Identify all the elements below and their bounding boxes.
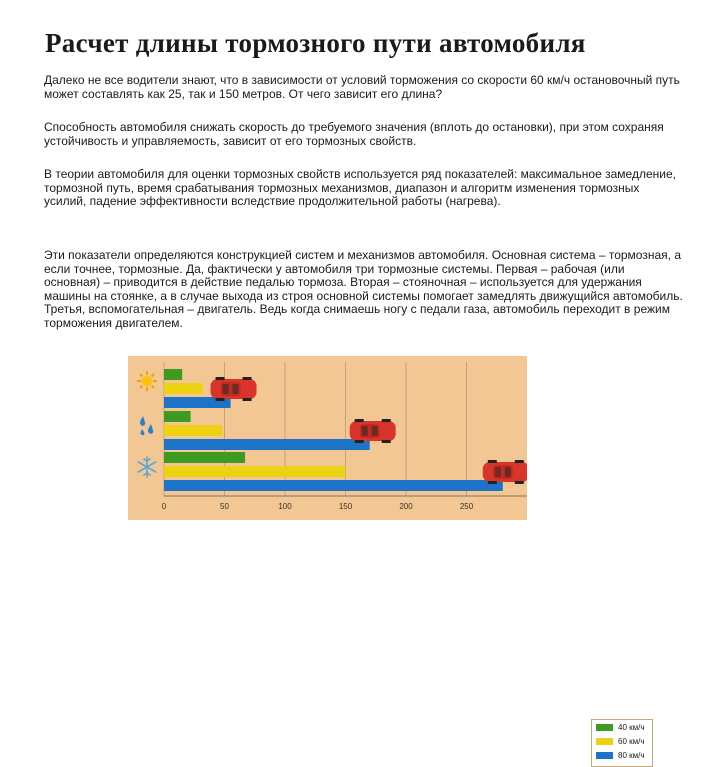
bar-rain-2 [164,439,370,450]
bar-sunny-0 [164,369,182,380]
snowflake-icon [136,456,158,478]
bar-snow-2 [164,480,503,491]
legend-item-40: 40 км/ч [596,722,645,734]
chart-canvas [128,356,527,520]
braking-distance-chart [128,356,645,760]
bar-rain-1 [164,425,222,436]
chart-legend [591,719,653,767]
paragraph-brake-systems: Эти показатели определяются конструкцией систем и механизмов автомобиля. Основная система – тормозная, а если точнее, тормозные. Да, фактически у автомобиля три тормозные системы. Первая – рабочая (или основная) – приводится в действие педалью тормоза. Вторая – стояночная – используется для удержания машины на стоянке, а в случае выхода из строя основной системы помогает замедлять движущийся автомобиль. Третья, вспомогательная – двигатель. Ведь когда снимаешь ногу с педали газа, автомобиль переходит в режим торможения двигателем. [44,248,683,330]
page-title: Расчет длины тормозного пути автомобиля [45,28,586,58]
car-icon [483,460,527,484]
legend-item-60: 60 км/ч [596,736,645,748]
car-icon [350,419,396,443]
bar-snow-1 [164,466,346,477]
bar-sunny-1 [164,383,203,394]
bar-rain-0 [164,411,191,422]
legend-swatch-60 [596,738,613,745]
paragraph-indicators: В теории автомобиля для оценки тормозных свойств используется ряд показателей: максимальное замедление, тормозной путь, время срабатывания тормозных механизмов, диапазон и алгоритм изменения тормозных усилий, падение эффективности вследствие продолжительной работы (нагрева). [44,167,676,209]
x-tick-label: 0 [161,502,167,511]
legend-swatch-40 [596,724,613,731]
legend-item-80: 80 км/ч [596,750,645,762]
x-tick-label: 50 [220,502,229,511]
x-tick-label: 200 [399,502,413,511]
bar-snow-0 [164,452,245,463]
paragraph-intro: Далеко не все водители знают, что в зависимости от условий торможения со скорости 60 км/ч остановочный путь может составлять как 25, так и 150 метров. От чего зависит его длина? [44,73,680,101]
x-tick-label: 150 [338,502,353,511]
car-icon [211,377,257,401]
rain-drops-icon [137,414,157,438]
x-tick-label: 100 [278,502,292,511]
x-tick-label: 250 [459,502,474,511]
legend-swatch-80 [596,752,613,759]
paragraph-braking-ability: Способность автомобиля снижать скорость до требуемого значения (вплоть до остановки), при этом сохраняя устойчивость и управляемость, зависит от его тормозных свойств. [44,120,664,148]
sun-icon [136,370,158,392]
